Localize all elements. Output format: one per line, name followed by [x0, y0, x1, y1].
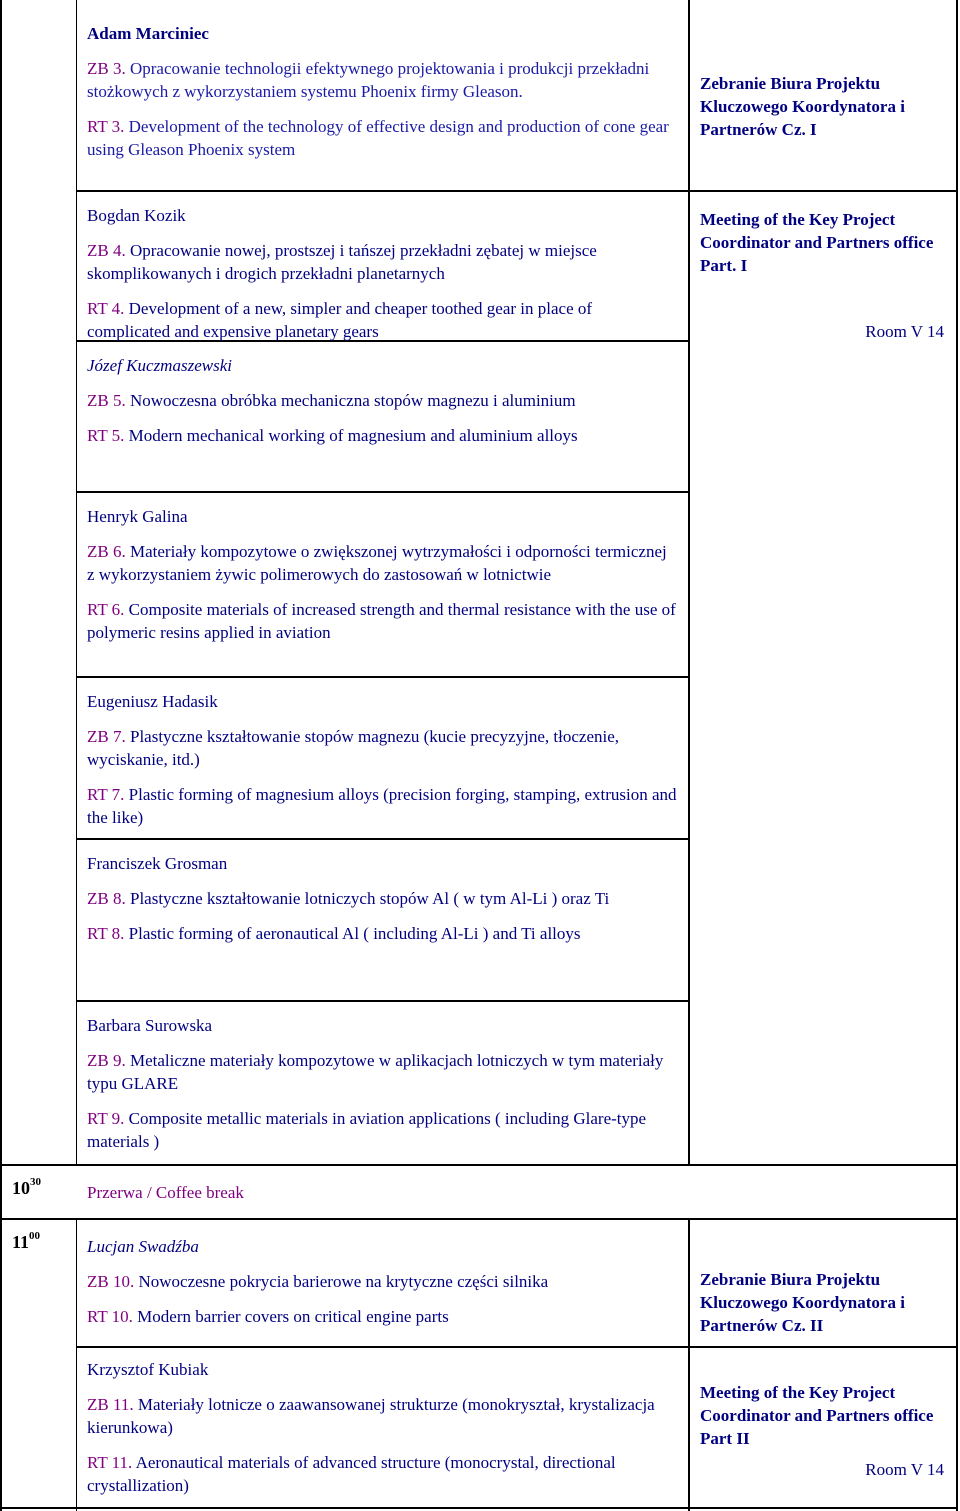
talk-ZB5	[87, 354, 677, 459]
speaker-name: Eugeniusz Hadasik	[87, 692, 218, 711]
zb-code: ZB 7.	[87, 727, 126, 746]
zb-code: ZB 11.	[87, 1395, 134, 1414]
rt-title: Composite materials of increased strength and thermal resistance with the use of polymeric resins applied in aviation	[87, 600, 676, 642]
meeting-en-part2: Meeting of the Key Project Coordinator and Partners office Part II	[700, 1383, 934, 1448]
rt-code: RT 3.	[87, 117, 125, 136]
talk-ZB7	[87, 690, 677, 841]
talk-ZB4	[87, 204, 677, 355]
zb-code: ZB 9.	[87, 1051, 126, 1070]
rt-code: RT 10.	[87, 1307, 133, 1326]
zb-title: Opracowanie technologii efektywnego projektowania i produkcji przekładni stożkowych z wykorzystaniem systemu Phoenix firmy Gleason.	[87, 59, 650, 101]
room-label: Room V 14	[865, 1460, 944, 1479]
talk-ZB8	[87, 852, 677, 957]
speaker-name: Adam Marciniec	[87, 24, 209, 43]
talk-ZB6	[87, 505, 677, 656]
rt-code: RT 9.	[87, 1109, 125, 1128]
meeting-pl-part1: Zebranie Biura Projektu Kluczowego Koordynatora i Partnerów Cz. I	[700, 74, 905, 139]
zb-code: ZB 3.	[87, 59, 126, 78]
speaker-name: Bogdan Kozik	[87, 206, 186, 225]
talk-ZB11	[87, 1358, 677, 1509]
rt-title: Development of the technology of effective design and production of cone gear using Gleason Phoenix system	[87, 117, 669, 159]
rt-code: RT 6.	[87, 600, 125, 619]
speaker-name: Henryk Galina	[87, 507, 188, 526]
zb-code: ZB 8.	[87, 889, 126, 908]
talk-ZB3	[87, 22, 677, 173]
session-time: $11^{00}$	[12, 1230, 41, 1252]
zb-code: ZB 6.	[87, 542, 126, 561]
coffee-break-label: Przerwa / Coffee break	[87, 1183, 244, 1202]
rt-title: Aeronautical materials of advanced structure (monocrystal, directional crystallization)	[87, 1453, 616, 1495]
rt-title: Modern barrier covers on critical engine parts	[137, 1307, 449, 1326]
rt-title: Plastic forming of aeronautical Al ( including Al-Li ) and Ti alloys	[128, 924, 581, 943]
zb-title: Materiały lotnicze o zaawansowanej strukturze (monokryształ, krystalizacja kierunkowa)	[87, 1395, 655, 1437]
zb-code: ZB 10.	[87, 1272, 135, 1291]
rt-title: Composite metallic materials in aviation applications ( including Glare-type materials )	[87, 1109, 647, 1151]
zb-title: Opracowanie nowej, prostszej i tańszej przekładni zębatej w miejsce skomplikowanych i drogich przekładni planetarnych	[87, 241, 597, 283]
zb-title: Materiały kompozytowe o zwiększonej wytrzymałości i odporności termicznej z wykorzystaniem żywic polimerowych do zastosowań w lotnictwie	[87, 542, 667, 584]
rt-title: Modern mechanical working of magnesium and aluminium alloys	[128, 426, 578, 445]
talk-ZB10	[87, 1235, 677, 1340]
talk-ZB9	[87, 1014, 677, 1165]
zb-title: Nowoczesna obróbka mechaniczna stopów magnezu i aluminium	[129, 391, 576, 410]
meeting-en-part1: Meeting of the Key Project Coordinator and Partners office Part. I	[700, 210, 934, 275]
zb-title: Nowoczesne pokrycia barierowe na krytyczne części silnika	[138, 1272, 549, 1291]
rt-code: RT 4.	[87, 299, 125, 318]
zb-title: Plastyczne kształtowanie lotniczych stopów Al ( w tym Al-Li ) oraz Ti	[129, 889, 610, 908]
rt-code: RT 8.	[87, 924, 125, 943]
speaker-name: Krzysztof Kubiak	[87, 1360, 209, 1379]
zb-title: Metaliczne materiały kompozytowe w aplikacjach lotniczych w tym materiały typu GLARE	[87, 1051, 664, 1093]
rt-code: RT 7.	[87, 785, 125, 804]
break-time: $10^{30}$	[12, 1176, 41, 1198]
zb-code: ZB 5.	[87, 391, 126, 410]
speaker-name: Lucjan Swadźba	[87, 1237, 199, 1256]
zb-title: Plastyczne kształtowanie stopów magnezu (kucie precyzyjne, tłoczenie, wyciskanie, itd.)	[87, 727, 620, 769]
rt-title: Plastic forming of magnesium alloys (precision forging, stamping, extrusion and the like)	[87, 785, 677, 827]
speaker-name: Józef Kuczmaszewski	[87, 356, 232, 375]
speaker-name: Franciszek Grosman	[87, 854, 228, 873]
rt-code: RT 5.	[87, 426, 125, 445]
speaker-name: Barbara Surowska	[87, 1016, 213, 1035]
rt-title: Development of a new, simpler and cheaper toothed gear in place of complicated and expensive planetary gears	[87, 299, 593, 341]
meeting-pl-part2: Zebranie Biura Projektu Kluczowego Koordynatora i Partnerów Cz. II	[700, 1270, 905, 1335]
rt-code: RT 11.	[87, 1453, 133, 1472]
zb-code: ZB 4.	[87, 241, 126, 260]
room-label: Room V 14	[865, 322, 944, 341]
